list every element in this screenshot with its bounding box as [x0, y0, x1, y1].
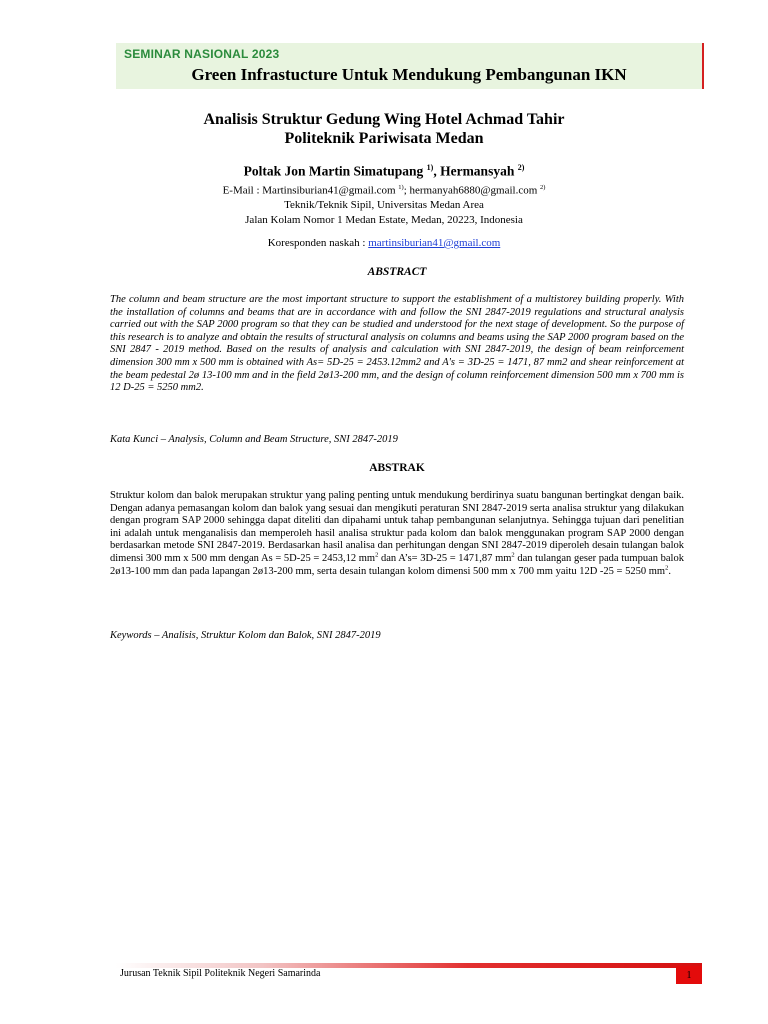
paper-title: [100, 110, 668, 148]
author-1-sup: 1): [426, 163, 434, 172]
conference-header: [116, 43, 704, 89]
abstrak-sup-3: 2: [665, 564, 669, 572]
seminar-name: SEMINAR NASIONAL 2023: [124, 47, 280, 61]
author-2: Hermansyah: [440, 163, 515, 179]
email-2: hermanyah6880@gmail.com: [409, 184, 538, 197]
author-separator: ,: [433, 163, 441, 179]
abstrak-sup-1: 2: [375, 551, 379, 559]
abstract-keywords: Kata Kunci – Analysis, Column and Beam Structure, SNI 2847-2019: [110, 434, 398, 445]
department: Teknik/Teknik Sipil, Universitas Medan Area: [284, 199, 484, 212]
abstrak-keywords: Keywords – Analisis, Struktur Kolom dan Balok, SNI 2847-2019: [110, 630, 381, 641]
seminar-theme: Green Infrastucture Untuk Mendukung Pembangunan IKN: [191, 65, 627, 84]
abstrak-text-end: .: [668, 565, 671, 577]
correspondence-line: [100, 237, 668, 249]
abstrak-sup-2: 2: [511, 551, 515, 559]
abstract-text: The column and beam structure are the most important structure to support the establishment of a multistorey building properly. With the installation of columns and beams that are in accordance with and follow the SNI 2847-2019 regulations and structural analysis carried out with the SAP 2000 program so that they can be studied and understood for the next stage of development. So the purpose of this research is to analyze and obtain the results of structural analysis on columns and beams using the SAP 2000 program based on the SNI 2847 - 2019 method. Based on the results of analysis and calculation with SNI 2847-2019, the design of beam reinforcement dimension 300 mm x 500 mm is obtained with As= 5D-25 = 2453.12mm2 and A's = 3D-25 = 1471, 87 mm2 and shear reinforcement at the beam pedestal 2ø 13-100 mm and in the field 2ø13-200 mm, and the design of column reinforcement dimension 500 mm x 700 mm is 12 D-25 = 5250 mm2.: [110, 294, 684, 394]
abstrak-text-part-3: dan tulangan geser pada tumpuan balok 2ø13-100 mm dan pada lapangan 2ø13-200 mm, serta desain tulangan kolom dimensi 500 mm x 700 mm yaitu 12D -25 = 5250 mm: [110, 552, 684, 577]
affiliation-block: [100, 181, 668, 227]
abstract-heading: ABSTRACT: [367, 266, 427, 278]
correspondence-label: Koresponden naskah :: [267, 237, 369, 249]
abstrak-text-part-1: Struktur kolom dan balok merupakan struktur yang paling penting untuk mendukung berdirinya suatu bangunan bertingkat dengan baik. Dengan adanya pemasangan kolom dan balok yang sesuai dan mengikuti peraturan SNI 2847-2019 serta analisa struktur yang dilakukan dengan program SAP 2000 sehingga dapat diteliti dan dipahami untuk tahap pembangunan selanjutnya. Sehingga tujuan dari penelitian ini adalah untuk menganalisis dan memperoleh hasil analisa struktur pada kolom dan balok menggunakan program SAP 2000 dengan berdasarkan metode SNI 2847-2019. Berdasarkan hasil analisa dan perhitungan dengan SNI 2847-2019 diperoleh desain tulangan balok dimensi 300 mm x 500 mm dengan As = 5D-25 = 2453,12 mm: [110, 490, 684, 564]
email-1-sup: 1): [398, 184, 404, 191]
page-number: 1: [676, 966, 702, 984]
author-2-sup: 2): [517, 163, 525, 172]
email-2-sup: 2): [540, 184, 546, 191]
abstrak-text-part-2: dan A’s= 3D-25 = 1471,87 mm: [378, 552, 512, 564]
footer-text: Jurusan Teknik Sipil Politeknik Negeri Samarinda: [120, 968, 321, 979]
email-line: [100, 181, 668, 198]
abstrak-heading: ABSTRAK: [369, 462, 425, 474]
title-line-1: Analisis Struktur Gedung Wing Hotel Achmad Tahir: [203, 111, 565, 128]
correspondence-email-link[interactable]: martinsiburian41@gmail.com: [368, 237, 501, 249]
title-line-2: Politeknik Pariwisata Medan: [284, 130, 484, 147]
abstrak-text: [110, 490, 684, 578]
email-sep: ;: [403, 184, 410, 197]
author-list: [100, 163, 668, 180]
author-1: Poltak Jon Martin Simatupang: [243, 163, 424, 179]
address: Jalan Kolam Nomor 1 Medan Estate, Medan, 20223, Indonesia: [245, 213, 523, 226]
email-1: Martinsiburian41@gmail.com: [262, 184, 396, 197]
email-label: E-Mail :: [222, 184, 263, 197]
